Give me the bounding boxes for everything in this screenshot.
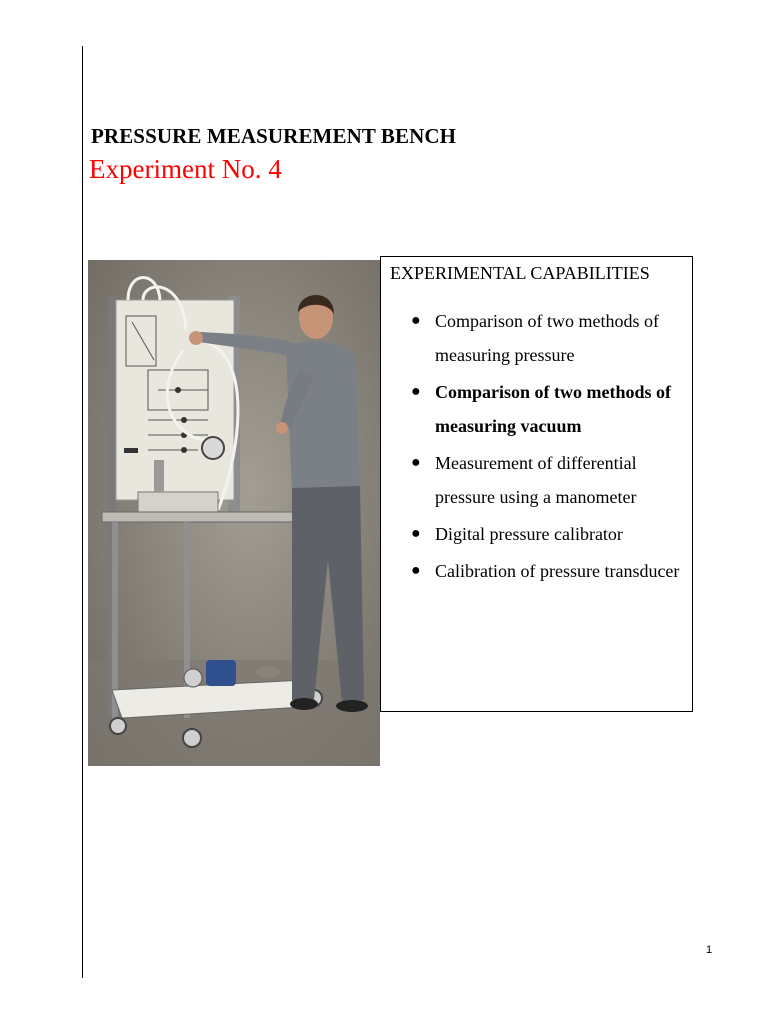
list-item	[381, 517, 692, 551]
bullet-icon: ●	[411, 312, 421, 329]
bullet-icon: ●	[411, 562, 421, 579]
bullet-icon: ●	[411, 525, 421, 542]
list-item-text: Comparison of two methods of measuring vacuum	[435, 382, 671, 436]
list-item	[381, 304, 692, 372]
experiment-number: Experiment No. 4	[89, 154, 282, 184]
list-item-text: Calibration of pressure transducer	[435, 561, 680, 581]
bullet-icon: ●	[411, 454, 421, 471]
capabilities-list	[381, 304, 692, 591]
bench-photo	[88, 260, 380, 766]
page-margin-line	[82, 46, 83, 978]
list-item	[381, 554, 692, 588]
capabilities-box	[380, 256, 693, 712]
document-title: PRESSURE MEASUREMENT BENCH	[91, 124, 457, 148]
list-item	[381, 446, 692, 514]
list-item-text: Comparison of two methods of measuring pressure	[435, 311, 659, 365]
page-number: 1	[706, 944, 713, 956]
list-item-text: Measurement of differential pressure using a manometer	[435, 453, 637, 507]
list-item-text: Digital pressure calibrator	[435, 524, 623, 544]
list-item	[381, 375, 692, 443]
capabilities-heading: EXPERIMENTAL CAPABILITIES	[390, 263, 650, 283]
bullet-icon: ●	[411, 383, 421, 400]
